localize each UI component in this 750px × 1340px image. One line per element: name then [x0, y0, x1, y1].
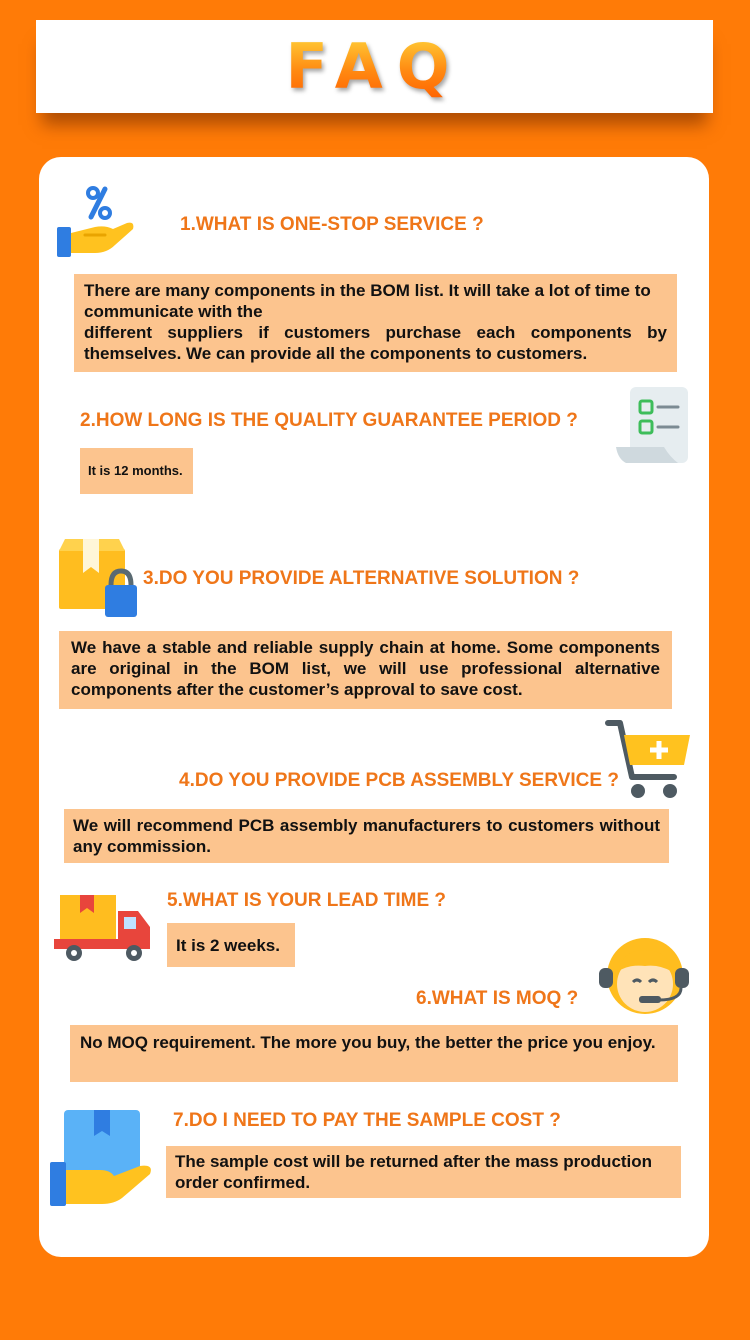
- package-hand-icon: [50, 1110, 156, 1208]
- faq-question-3: 3.DO YOU PROVIDE ALTERNATIVE SOLUTION ?: [143, 568, 580, 589]
- faq-answer-1-line-1: There are many components in the BOM list. It will take a lot of time to communicate with the: [84, 281, 651, 321]
- faq-answer-4: We will recommend PCB assembly manufacturers to customers without any commission.: [64, 809, 669, 863]
- support-agent-icon: [599, 932, 689, 1024]
- percent-hand-icon: [55, 183, 135, 258]
- checklist-icon: [616, 385, 694, 467]
- faq-answer-2: It is 12 months.: [80, 448, 193, 494]
- faq-question-2: 2.HOW LONG IS THE QUALITY GUARANTEE PERIOD ?: [80, 410, 578, 431]
- page-title: FAQ: [285, 30, 464, 103]
- faq-answer-1-line-2: different suppliers if customers purchase each components by themselves. We can provide all the components to customers.: [84, 323, 667, 363]
- delivery-truck-icon: [54, 893, 152, 963]
- faq-question-1: 1.WHAT IS ONE-STOP SERVICE ?: [180, 214, 484, 235]
- faq-answer-5: It is 2 weeks.: [167, 923, 295, 967]
- faq-question-6: 6.WHAT IS MOQ ?: [416, 988, 579, 1009]
- faq-card: [39, 157, 709, 1257]
- faq-answer-3: We have a stable and reliable supply chain at home. Some components are original in the BOM list, we will use professional alternative components after the customer’s approval to save cost.: [59, 631, 672, 709]
- faq-header: [36, 20, 713, 113]
- faq-question-5: 5.WHAT IS YOUR LEAD TIME ?: [167, 890, 447, 911]
- faq-answer-6: No MOQ requirement. The more you buy, the better the price you enjoy.: [70, 1025, 678, 1082]
- faq-answer-7: The sample cost will be returned after the mass production order confirmed.: [166, 1146, 681, 1198]
- faq-question-7: 7.DO I NEED TO PAY THE SAMPLE COST ?: [173, 1110, 561, 1131]
- faq-question-4: 4.DO YOU PROVIDE PCB ASSEMBLY SERVICE ?: [179, 770, 619, 791]
- box-lock-icon: [57, 539, 139, 619]
- faq-answer-1: [74, 274, 677, 372]
